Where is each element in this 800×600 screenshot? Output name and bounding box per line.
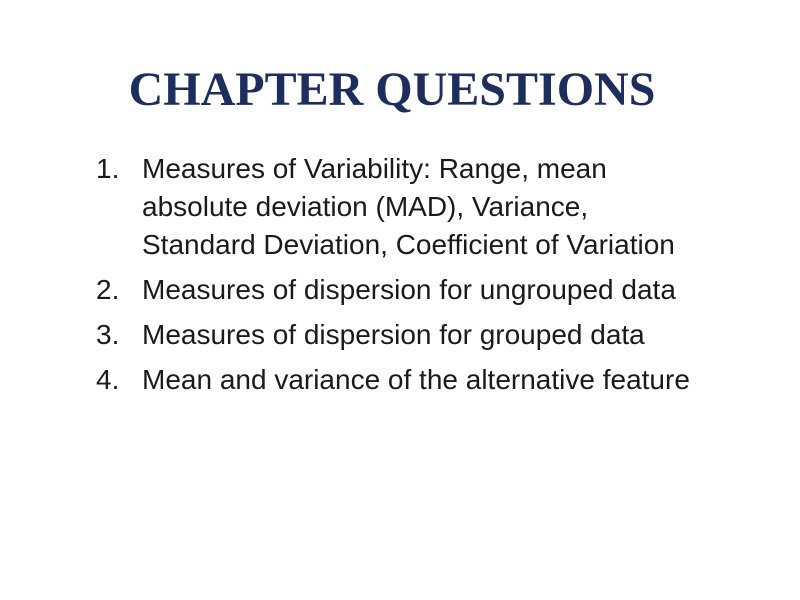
slide-title: CHAPTER QUESTIONS	[128, 63, 656, 116]
question-number: 2.	[96, 274, 120, 305]
question-item-1	[96, 150, 696, 264]
question-text: Measures of dispersion for grouped data	[142, 319, 645, 350]
question-item-2	[96, 271, 696, 309]
question-text: Mean and variance of the alternative feature	[142, 364, 690, 395]
question-number: 1.	[96, 153, 120, 184]
question-item-3	[96, 316, 696, 354]
question-text: Measures of Variability: Range, mean absolute deviation (MAD), Variance, Standard Deviation, Coefficient of Variation	[142, 153, 675, 260]
question-item-4	[96, 361, 696, 399]
question-number: 3.	[96, 319, 120, 350]
question-text: Measures of dispersion for ungrouped data	[142, 274, 676, 305]
question-number: 4.	[96, 364, 120, 395]
question-list	[96, 150, 696, 406]
